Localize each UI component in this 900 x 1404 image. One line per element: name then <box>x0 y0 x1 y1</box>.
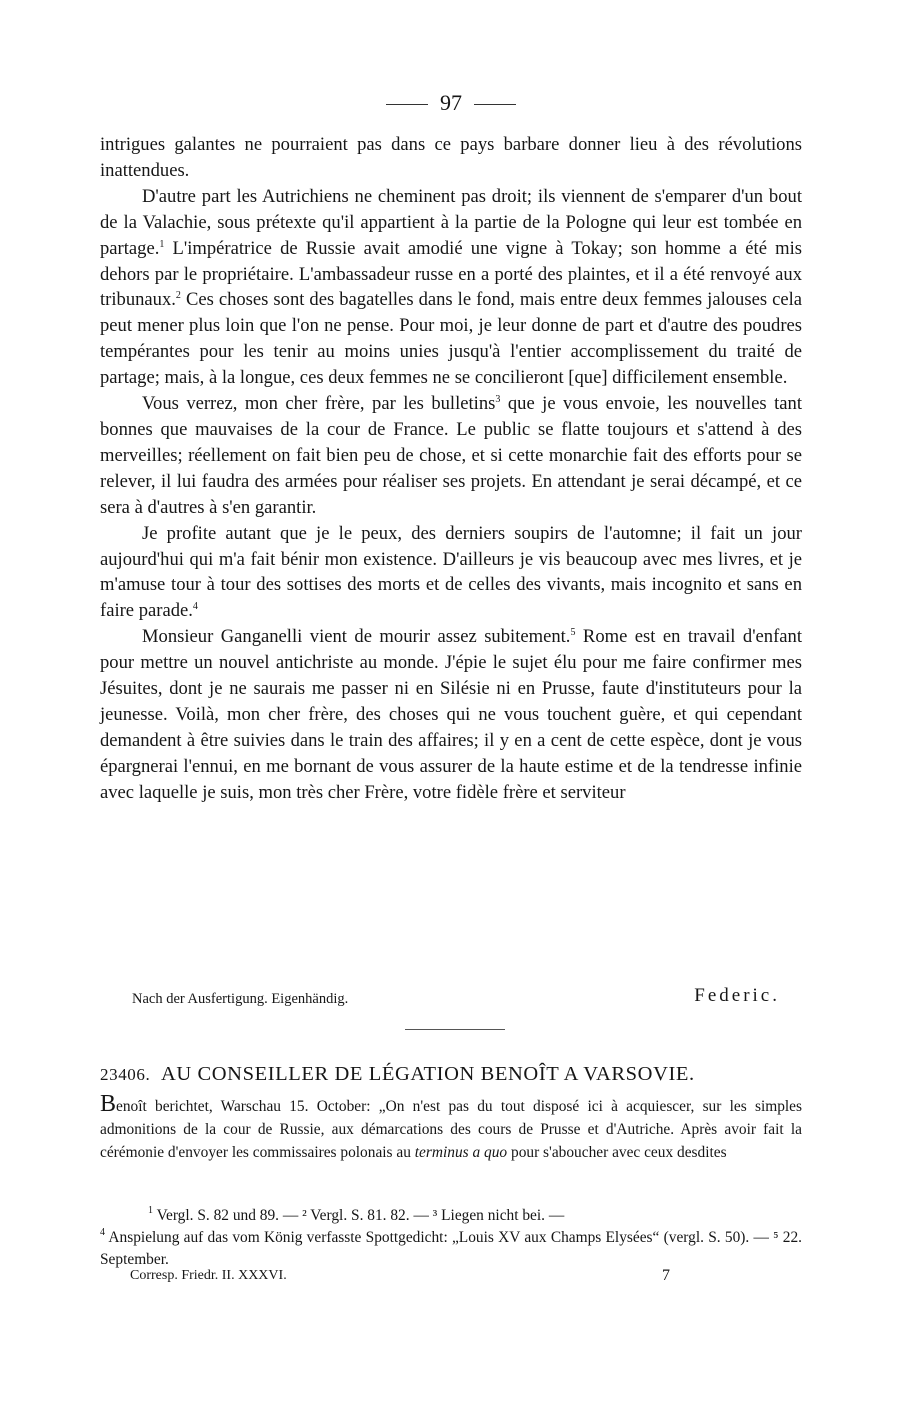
summary-initial: B <box>100 1091 117 1117</box>
header-dash-right <box>474 104 516 105</box>
document-number: 23406. <box>100 1065 151 1084</box>
footnotes <box>100 1205 802 1271</box>
document-heading <box>100 1059 802 1090</box>
paragraph-3: Vous verrez, mon cher frère, par les bulletins$^3$ que je vous envoie, les nouvelles tant bonnes que mauvaises de la cour de France. Le public se flatte toujours et s'attend à des merveilles; réellement on fait bien peu de chose, et si cette monarchie fait des efforts pour se relever, il lui faudra des armées pour réaliser ses projets. En attendant je serai décampé, et ce sera à d'autres à s'en garantir. <box>100 393 802 518</box>
footnote-ref-1: 1 <box>159 238 165 250</box>
page-number: 97 <box>440 90 462 115</box>
paragraph-4: Je profite autant que je le peux, des derniers soupirs de l'automne; il fait un jour aujourd'hui qui m'a fait bénir mon existence. D'ailleurs je vis beaucoup avec mes livres, et je m'amuse tour à tour des sottises des morts et de celles des vivants, mais incognito et sans en faire parade.$^4$ <box>100 522 802 622</box>
footnote-line-1: $^1$ Vergl. S. 82 und 89. — ² Vergl. S. 81. 82. — ³ Liegen nicht bei. — <box>148 1205 565 1224</box>
footnote-ref-4: 4 <box>192 601 198 613</box>
footnote-line-2: $^4$ Anspielung auf das vom König verfasste Spottgedicht: „Louis XV aux Champs Elysées“ (vergl. S. 50). — ⁵ 22. September. <box>100 1227 803 1268</box>
paragraph-2: D'autre part les Autrichiens ne cheminent pas droit; ils viennent de s'emparer d'un bout de la Valachie, sous prétexte qu'il appartient à la partie de la Pologne qui leur est tombée en partage.$^1$ L'impératrice de Russie avait amodié une vigne à Tokay; son homme a été mis dehors par le propriétaire. L'ambassadeur russe en a porté des plaintes, et il a été renvoyé aux tribunaux.$^2$ Ces choses sont des bagatelles dans le fond, mais entre deux femmes jalouses cela peut mener plus loin que l'on ne pense. Pour moi, je leur donne de part et d'autre des poudres tempérantes pour les tenir au moins unies jusqu'à l'entier accomplissement du traité de partage; mais, à la longue, ces deux femmes ne se concilieront [que] difficilement ensemble. <box>100 185 803 389</box>
header-dash-left <box>386 104 428 105</box>
summary-italic-term: terminus a quo <box>414 1144 508 1161</box>
page-header <box>100 88 802 118</box>
paragraph-1: intrigues galantes ne pourraient pas dans ce pays barbare donner lieu à des révolutions inattendues. <box>100 134 802 181</box>
footnote-ref-2: 2 <box>175 290 181 302</box>
footnote-ref-5: 5 <box>570 627 576 639</box>
signature-mark: 7 <box>662 1267 670 1284</box>
source-note: Nach der Ausfertigung. Eigenhändig. <box>132 991 349 1007</box>
document-title: AU CONSEILLER DE LÉGATION BENOÎT A VARSOVIE. <box>160 1063 695 1085</box>
footnote-ref-3: 3 <box>495 394 501 406</box>
document-summary: Benoît berichtet, Warschau 15. October: „On n'est pas du tout disposé ici à acquiescer, sur les simples admonitions de la cour de Russie, aux démarcations des cours de Prusse et d'Autriche. Après avoir fait la cérémonie d'envoyer les commissaires polonais au terminus a quo pour s'aboucher avec ceux desdites <box>100 1091 802 1161</box>
page-footer <box>130 1266 802 1286</box>
section-divider <box>405 1029 505 1030</box>
footer-source: Corresp. Friedr. II. XXXVI. <box>130 1268 287 1283</box>
paragraph-5: Monsieur Ganganelli vient de mourir assez subitement.$^5$ Rome est en travail d'enfant pour mettre un nouvel antichriste au monde. J'épie le sujet élu pour me faire confirmer mes Jésuites, dont je ne saurais me passer ni en Silésie ni en Prusse, faute d'instituteurs pour la jeunesse. Voilà, mon cher frère, des choses qui ne vous touchent guère, et qui cependant demandent à être suivies dans le train des affaires; il y en a cent de cette espèce, dont je vous épargnerai l'ennui, en me bornant de vous assurer de la haute estime et de la tendresse infinie avec laquelle je suis, mon très cher Frère, votre fidèle frère et serviteur <box>100 626 802 803</box>
letter-signoff <box>132 985 802 1010</box>
signature: Federic. <box>694 985 780 1006</box>
letter-body <box>100 132 802 806</box>
